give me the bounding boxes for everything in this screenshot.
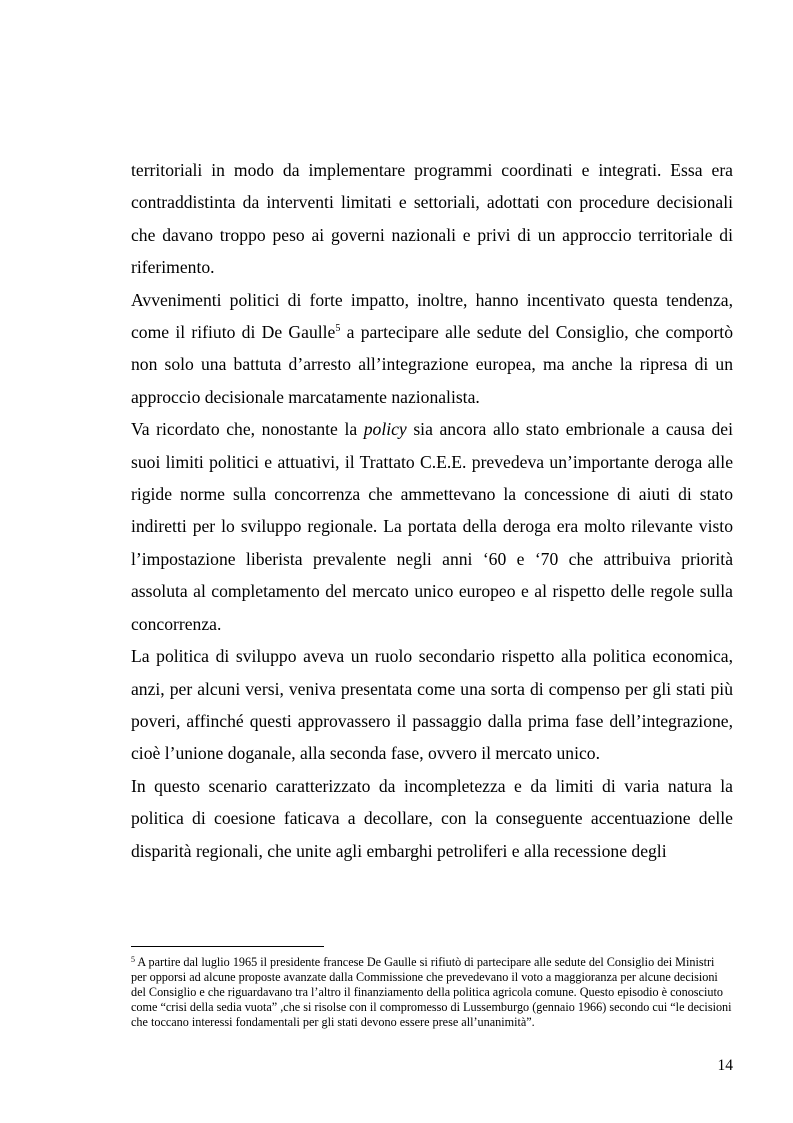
footnote-text: A partire dal luglio 1965 il presidente francese De Gaulle si rifiutò di partecipare alle sedute del Consiglio dei Ministri per opporsi ad alcune proposte avanzate dalla Commissione che prevedevano il voto a maggioranza per alcune decisioni del Consiglio e che riguardavano tra l’altro il finanziamento della politica agricola comune. Questo episodio è conosciuto come “crisi della sedia vuota” ,che si risolse con il compromesso di Lussemburgo (gennaio 1966) secondo cui “le decisioni che toccano interessi fondamentali per gli stati devono essere prese all’unanimità”. [131,955,732,1029]
italic-term: policy [363,419,407,440]
body-text [131,154,733,867]
footnote-reference[interactable]: 5 [335,323,341,335]
paragraph-5: In questo scenario caratterizzato da incompletezza e da limiti di varia natura la politica di coesione faticava a decollare, con la conseguente accentuazione delle disparità regionali, che unite agli embarghi petroliferi e alla recessione degli [131,775,733,861]
footnote-separator [131,946,324,947]
paragraph-2: Avvenimenti politici di forte impatto, inoltre, hanno incentivato questa tendenza, come il rifiuto di De Gaulle$^5$ a partecipare alle sedute del Consiglio, che comportò non solo una battuta d’arresto all’integrazione europea, ma anche la ripresa di un approccio decisionale marcatamente nazionalista. [131,289,733,407]
footnote [131,955,733,1030]
paragraph-4: La politica di sviluppo aveva un ruolo secondario rispetto alla politica economica, anzi, per alcuni versi, veniva presentata come una sorta di compenso per gli stati più poveri, affinché questi approvassero il passaggio dalla prima fase dell’integrazione, cioè l’unione doganale, alla seconda fase, ovvero il mercato unico. [131,646,733,764]
page-number: 14 [717,1057,733,1074]
footnote-number: 5 [131,955,135,964]
paragraph-1: territoriali in modo da implementare programmi coordinati e integrati. Essa era contraddistinta da interventi limitati e settoriali, adottati con procedure decisionali che davano troppo peso ai governi nazionali e privi di un approccio territoriale di riferimento. [131,160,733,278]
paragraph-3: Va ricordato che, nonostante la policy sia ancora allo stato embrionale a causa dei suoi limiti politici e attuativi, il Trattato C.E.E. prevedeva un’importante deroga alle rigide norme sulla concorrenza che ammettevano la concessione di aiuti di stato indiretti per lo sviluppo regionale. La portata della deroga era molto rilevante visto l’impostazione liberista prevalente negli anni ‘60 e ‘70 che attribuiva priorità assoluta al completamento del mercato unico europeo e al rispetto delle regole sulla concorrenza. [131,419,734,634]
